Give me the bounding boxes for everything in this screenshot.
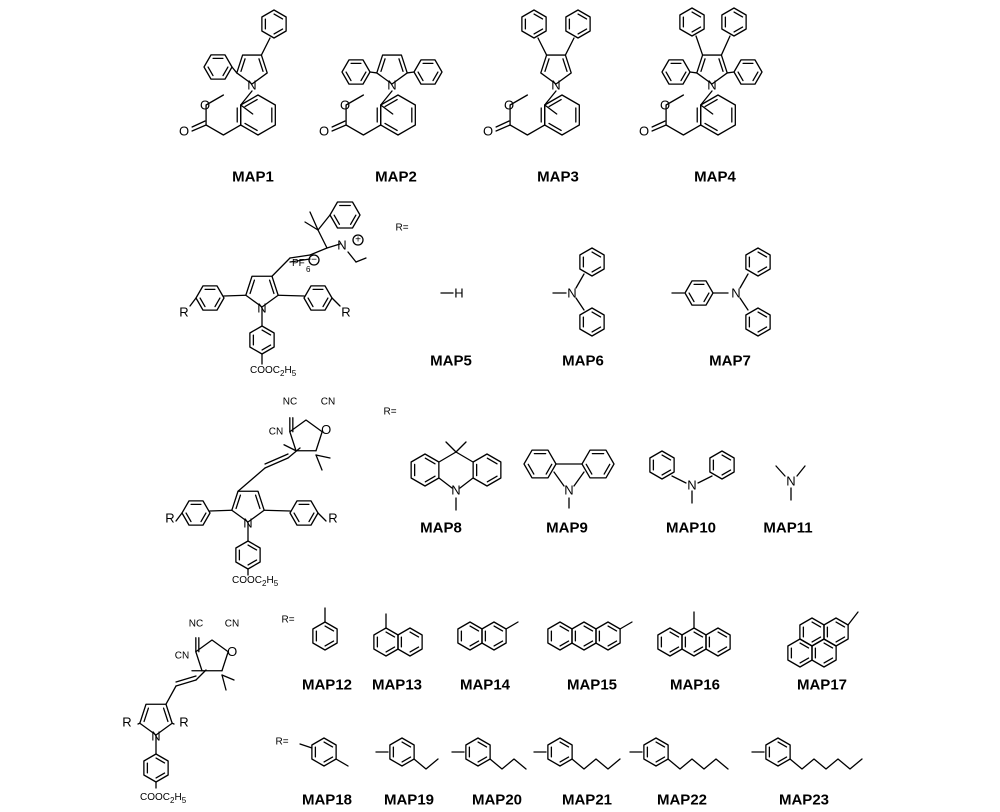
bond [506,622,518,629]
compound-map5 [441,286,464,301]
bond [538,38,547,55]
ring [411,454,439,486]
cyano-group: NC [188,618,204,630]
bond [690,72,697,73]
compound-label-map7: MAP7 [709,352,751,370]
pyrrole-nitrogen: N [247,77,257,93]
bond-chain [572,759,620,769]
compound-label-map18: MAP18 [301,791,353,809]
bond [549,100,561,107]
ring [473,454,501,486]
compound-label-map5: MAP5 [430,352,472,370]
bond [549,123,561,130]
bond [565,38,574,55]
ester-label: $COOC_2H_5$ [140,791,187,805]
compound-label-map8: MAP8 [420,519,462,537]
core-furan-scaffold-1 [165,397,337,588]
core-furan-scaffold-2 [122,619,239,805]
furan-oxygen: O [227,644,238,660]
amine-nitrogen: N [786,473,796,489]
bond-chain [666,95,701,135]
r-group-right: R [341,304,351,320]
structure-drawing-layer [122,8,862,809]
bond-chain [790,759,862,769]
compound-map23 [752,738,862,769]
bond [563,59,567,72]
amine-nitrogen: N [567,285,577,301]
compound-map12 [313,608,337,650]
bond [721,36,730,55]
bond [740,274,748,288]
bond [385,100,397,107]
bond [797,466,805,476]
compound-label-map22: MAP22 [656,791,708,809]
pf6-counterion: PF [292,258,305,269]
compound-map10 [650,451,734,503]
ring-oxygen: O [340,97,351,113]
compound-label-map6: MAP6 [562,352,604,370]
pyrrole-nitrogen: N [707,77,717,93]
compound-label-map3: MAP3 [537,168,579,186]
bond [272,258,290,276]
bond [241,105,253,114]
r-equals-label: R= [281,614,295,626]
pf6-subscript: 6 [306,265,311,274]
core-indolium-scaffold [179,202,366,377]
bond-chain [290,420,322,451]
compound-label-map10: MAP10 [665,519,717,537]
hydrogen: H [454,285,464,301]
bond [348,252,356,262]
bond [210,510,232,511]
compound-map6 [553,248,604,336]
carbonyl-oxygen: O [639,123,650,139]
r-group-left: R [122,714,132,730]
compound-label-map23: MAP23 [778,791,830,809]
r-group-right: R [179,714,189,730]
bond [176,513,182,521]
compound-label-map11: MAP11 [763,519,813,537]
r-group-left: R [165,510,175,526]
ester-label: $COOC_2H_5$ [250,364,297,378]
compound-map18 [300,738,348,766]
bond [701,59,705,72]
r-equals-row4a [281,615,294,626]
ring [545,95,580,135]
bond [620,622,632,629]
compound-map15 [548,622,632,650]
bond-chain [346,95,381,135]
compound-map21 [534,738,620,769]
bond-chain [414,759,438,769]
cyano-group: CN [224,618,240,630]
bond [381,59,385,72]
acridine-nitrogen: N [451,482,461,498]
compound-label-map4: MAP4 [694,168,736,186]
bond [336,759,348,766]
bond [190,298,196,306]
bond [545,59,549,72]
r-equals-row2 [395,223,408,234]
compound-label-map1: MAP1 [232,168,274,186]
bond [316,455,330,458]
compound-label-map17: MAP17 [796,676,848,694]
bond [672,476,686,483]
ring [701,95,736,135]
bond [245,100,257,107]
compound-map3 [483,10,590,139]
compound-map11 [776,466,805,500]
bond [370,72,377,73]
compound-label-map16: MAP16 [669,676,721,694]
compound-map14 [458,622,518,650]
bond [407,72,414,73]
carbonyl-oxygen: O [179,123,190,139]
compound-map19 [376,738,438,769]
compound-map17 [788,612,858,667]
minus-sign: − [311,254,317,266]
bond [456,442,466,452]
compound-map16 [658,612,730,656]
carbonyl-oxygen: O [483,123,494,139]
bond [385,123,397,130]
bond [245,123,257,130]
ring [524,450,556,478]
cyano-group: CN [268,426,284,438]
compound-label-map2: MAP2 [375,168,417,186]
compound-label-map12: MAP12 [301,676,353,694]
bond [696,36,703,55]
compound-map2 [319,55,442,138]
bond [259,59,263,72]
compound-label-map19: MAP19 [383,791,435,809]
plus-sign: + [355,234,361,246]
bond [196,670,206,680]
bond [576,274,584,288]
compound-map13 [374,614,422,656]
bond [261,38,270,55]
bond [848,612,858,625]
compound-label-map14: MAP14 [459,676,511,694]
bond [705,100,717,107]
bond [576,298,584,310]
ring [582,450,614,478]
bond-chain [439,452,473,462]
bond [719,59,723,72]
r-equals-label: R= [275,736,289,748]
bond-chain [490,759,526,769]
bond-chain [206,95,241,135]
compound-label-map13: MAP13 [371,676,423,694]
bond [238,468,265,491]
bond-chain [196,640,228,671]
bond [701,105,713,114]
bond [727,72,734,73]
r-equals-label: R= [395,222,409,234]
compound-map1 [179,10,286,139]
bond [381,105,393,114]
bond [166,686,176,704]
bond-chain [668,759,728,769]
r-group-right: R [328,510,338,526]
indolium-nitrogen: N [337,237,347,253]
pyrrole-nitrogen: N [551,77,561,93]
compound-map20 [452,738,526,769]
bond [264,510,290,511]
bond [776,466,785,476]
pyrrole-nitrogen: N [151,728,161,744]
bond [332,298,340,306]
bond [740,298,748,310]
bond [356,258,366,262]
bond [705,123,717,130]
bond [545,105,557,114]
ring-oxygen: O [200,97,211,113]
bond-chain [574,472,584,486]
compound-map8 [411,442,501,510]
bond-chain [554,472,564,486]
bond-chain [460,478,473,488]
pyrrole-nitrogen: N [243,515,253,531]
compound-map4 [639,8,762,139]
bond [300,744,312,748]
r-equals-row3 [383,407,396,418]
ester-label: $COOC_2H_5$ [232,574,279,588]
bond [138,723,140,724]
carbazole-nitrogen: N [564,482,574,498]
furan-oxygen: O [321,422,332,438]
pyrrole-nitrogen: N [257,300,267,316]
compound-map7 [672,248,770,336]
cyano-group: CN [174,650,190,662]
carbonyl-oxygen: O [319,123,330,139]
r-equals-row4b [275,737,288,748]
amine-nitrogen: N [687,477,697,493]
ring-oxygen: O [504,97,515,113]
bond [399,59,403,72]
compound-label-map20: MAP20 [471,791,523,809]
r-group-left: R [179,304,189,320]
bond [318,513,326,521]
bond [232,67,237,73]
cyano-group: CN [320,396,336,408]
compound-label-map15: MAP15 [566,676,618,694]
ring [241,95,276,135]
bond [224,295,246,296]
bond-chain [439,478,452,488]
amine-nitrogen: N [731,285,741,301]
bond [698,476,712,483]
compound-map9 [524,450,614,508]
bond [222,675,226,690]
compound-label-map21: MAP21 [561,791,613,809]
compound-map22 [630,738,728,769]
compound-label-map9: MAP9 [546,519,588,537]
bond [172,723,174,724]
bond-chain [510,95,545,135]
ring-oxygen: O [660,97,671,113]
r-equals-label: R= [383,406,397,418]
ring [381,95,416,135]
bond [446,442,456,452]
bond [241,59,245,72]
bond [316,455,322,470]
pyrrole-nitrogen: N [387,77,397,93]
bond [278,295,304,296]
cyano-group: NC [282,396,298,408]
